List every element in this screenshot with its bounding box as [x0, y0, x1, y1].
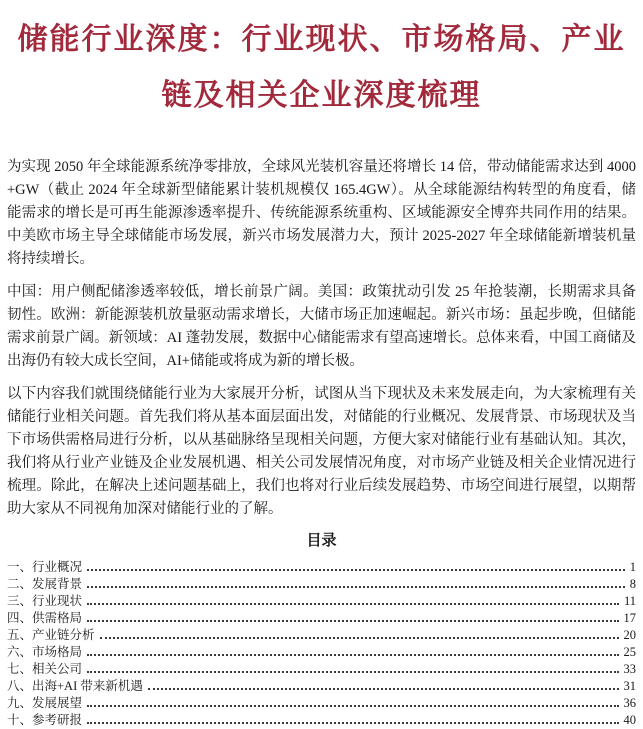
toc-leader-dots — [148, 688, 619, 690]
toc-page-number: 31 — [623, 679, 636, 693]
toc-page-number: 17 — [623, 611, 636, 625]
table-of-contents — [7, 531, 636, 729]
toc-leader-dots — [87, 569, 625, 571]
toc-item-supply-demand[interactable] — [7, 610, 636, 627]
toc-item-label: 八、出海+AI 带来新机遇 — [7, 679, 143, 693]
toc-item-development-background[interactable] — [7, 576, 636, 593]
page-title — [7, 12, 636, 124]
page-title-line-1: 储能行业深度：行业现状、市场格局、产业 — [17, 23, 626, 56]
toc-leader-dots — [87, 722, 618, 724]
toc-page-number: 33 — [623, 662, 636, 676]
toc-leader-dots — [87, 620, 618, 622]
toc-page-number: 36 — [623, 696, 636, 710]
paragraph-report-structure: 以下内容我们就围绕储能行业为大家展开分析，试图从当下现状及未来发展走向，为大家梳理有关储能行业相关问题。首先我们将从基本面层面出发，对储能的行业概况、发展背景、市场现状及当下市场供需格局进行分析，以从基础脉络呈现相关问题，方便大家对储能行业有基础认知。其次，我们将从行业产业链及企业发展机遇、相关公司发展情况角度，对市场产业链及相关企业情况进行梳理。除此，在解决上述问题基础上，我们也将对行业后续发展趋势、市场空间进行展望，以期帮助大家从不同视角加深对储能行业的了解。 — [7, 386, 636, 517]
toc-page-number: 11 — [623, 594, 636, 608]
toc-item-label: 六、市场格局 — [7, 645, 83, 659]
toc-page-number: 40 — [623, 713, 636, 727]
toc-item-related-companies[interactable] — [7, 661, 636, 678]
toc-leader-dots — [87, 705, 618, 707]
toc-page-number: 8 — [629, 577, 636, 591]
toc-item-label: 十、参考研报 — [7, 713, 83, 727]
toc-page-number: 25 — [623, 645, 636, 659]
toc-leader-dots — [87, 586, 625, 588]
paragraph-global-overview: 为实现 2050 年全球能源系统净零排放，全球风光装机容量还将增长 14 倍，带动储能需求达到 4000+GW（截止 2024 年全球新型储能累计装机规模仅 165.4GW）。从全球能源结构转型的角度看，储能需求的增长是可再生能源渗透率提升、传统能源系统重构、区域能源安全博弈共同作用的结果。中美欧市场主导全球储能市场发展，新兴市场发展潜力大，预计 2025-2027 年全球储能新增装机量将持续增长。 — [7, 159, 636, 267]
toc-item-label: 七、相关公司 — [7, 662, 83, 676]
body-text — [7, 156, 636, 521]
toc-item-label: 四、供需格局 — [7, 611, 83, 625]
toc-item-industry-overview[interactable] — [7, 559, 636, 576]
toc-leader-dots — [87, 671, 618, 673]
toc-item-label: 二、发展背景 — [7, 577, 83, 591]
toc-item-label: 三、行业现状 — [7, 594, 83, 608]
toc-leader-dots — [87, 654, 618, 656]
toc-item-overseas-ai-opportunities[interactable] — [7, 678, 636, 695]
toc-item-label: 五、产业链分析 — [7, 628, 95, 642]
toc-page-number: 1 — [629, 560, 636, 574]
toc-leader-dots — [87, 603, 619, 605]
toc-heading: 目录 — [306, 533, 337, 549]
toc-item-market-landscape[interactable] — [7, 644, 636, 661]
paragraph-regional-markets: 中国：用户侧配储渗透率较低，增长前景广阔。美国：政策扰动引发 25 年抢装潮，长期需求具备韧性。欧洲：新能源装机放量驱动需求增长，大储市场正加速崛起。新兴市场：虽起步晚，但储能需求前景广阔。新领域：AI 蓬勃发展，数据中心储能需求有望高速增长。总体来看，中国工商储及出海仍有较大成长空间，AI+储能或将成为新的增长极。 — [7, 284, 636, 369]
toc-leader-dots — [100, 637, 619, 639]
toc-item-reference-reports[interactable] — [7, 712, 636, 729]
toc-item-label: 一、行业概况 — [7, 560, 83, 574]
toc-item-industry-status[interactable] — [7, 593, 636, 610]
toc-item-development-outlook[interactable] — [7, 695, 636, 712]
page-title-line-2: 链及相关企业深度梳理 — [161, 79, 482, 112]
toc-item-label: 九、发展展望 — [7, 696, 83, 710]
toc-item-industry-chain[interactable] — [7, 627, 636, 644]
toc-page-number: 20 — [623, 628, 636, 642]
